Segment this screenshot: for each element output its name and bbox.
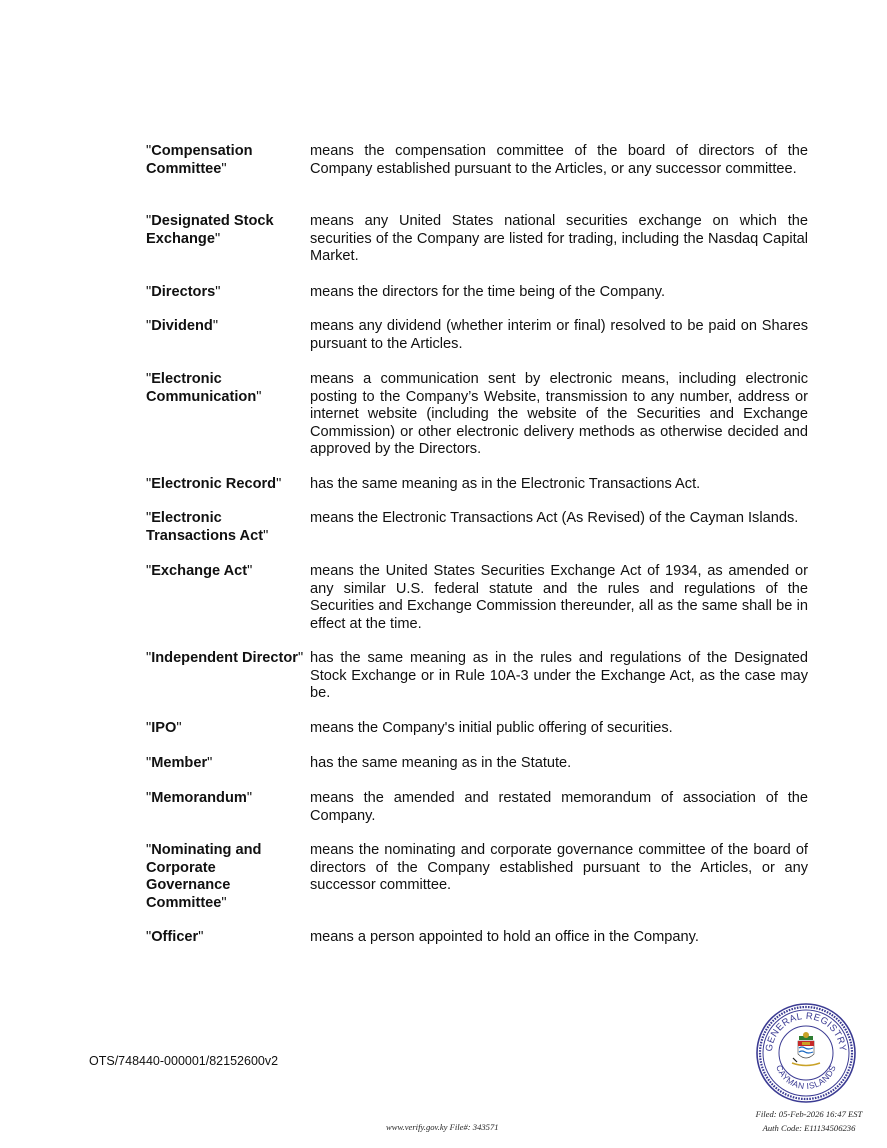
svg-text:GENERAL REGISTRY: GENERAL REGISTRY — [763, 1010, 849, 1053]
definition-term: "Electronic Transactions Act" — [146, 510, 269, 544]
definition-term: "Compensation Committee" — [146, 143, 253, 177]
definition-term: "Dividend" — [146, 318, 218, 334]
verify-link-text: www.verify.gov.ky File#: 343571 — [386, 1122, 499, 1132]
definition-entry — [146, 143, 808, 178]
definition-entry — [146, 842, 808, 912]
definition-text: means the United States Securities Exchange Act of 1934, as amended or any similar U.S. federal statute and the rules and regulations of the Securities and Exchange Commission thereunder, all as the same shall be in effect at the time. — [310, 563, 808, 632]
definition-term: "Exchange Act" — [146, 563, 253, 579]
definition-entry — [146, 284, 808, 302]
definition-term: "Officer" — [146, 929, 204, 945]
definition-term: "Member" — [146, 755, 213, 771]
definition-entry — [146, 929, 808, 947]
filed-date: Filed: 05-Feb-2026 16:47 EST — [755, 1109, 863, 1119]
definition-entry — [146, 790, 808, 825]
definition-text: has the same meaning as in the rules and regulations of the Designated Stock Exchange or in Rule 10A-3 under the Exchange Act, as the case may be. — [310, 650, 808, 701]
definition-entry — [146, 213, 808, 266]
definition-text: means any United States national securities exchange on which the securities of the Company are listed for trading, including the Nasdaq Capital Market. — [310, 213, 808, 264]
definition-term: "IPO" — [146, 720, 182, 736]
definition-entry — [146, 563, 808, 633]
definition-entry — [146, 650, 808, 703]
definition-text: has the same meaning as in the Statute. — [310, 755, 572, 771]
definition-term: "Memorandum" — [146, 790, 253, 806]
definition-text: means the compensation committee of the board of directors of the Company established pursuant to the Articles, or any successor committee. — [310, 143, 808, 177]
definition-text: means any dividend (whether interim or final) resolved to be paid on Shares pursuant to the Articles. — [310, 318, 808, 352]
definition-entry — [146, 510, 808, 545]
general-registry-seal-icon — [755, 1002, 857, 1104]
definition-text: means a communication sent by electronic means, including electronic posting to the Company’s Website, transmission to any number, address or internet website (including the website of the Securities and Exchange Commission) or other electronic delivery methods as otherwise decided and approved by the Directors. — [310, 371, 808, 457]
definition-text: means the nominating and corporate governance committee of the board of directors of the Company established pursuant to the Articles, or any successor committee. — [310, 842, 808, 893]
document-reference: OTS/748440-000001/82152600v2 — [89, 1054, 279, 1068]
definition-text: means the Electronic Transactions Act (As Revised) of the Cayman Islands. — [310, 510, 799, 526]
definition-text: means the directors for the time being of the Company. — [310, 284, 666, 300]
definition-entry — [146, 755, 808, 773]
definition-text: has the same meaning as in the Electronic Transactions Act. — [310, 476, 701, 492]
definition-term: "Directors" — [146, 284, 221, 300]
definition-text: means the Company's initial public offering of securities. — [310, 720, 673, 736]
definition-text: means the amended and restated memorandum of association of the Company. — [310, 790, 808, 824]
definition-entry — [146, 371, 808, 459]
definition-entry — [146, 720, 808, 738]
filing-stamp — [744, 1107, 874, 1135]
definition-entry — [146, 476, 808, 494]
definition-term: "Electronic Record" — [146, 476, 282, 492]
definition-text: means a person appointed to hold an office in the Company. — [310, 929, 699, 945]
definition-term: "Electronic Communication" — [146, 371, 262, 405]
svg-text:CAYMAN ISLANDS: CAYMAN ISLANDS — [774, 1063, 838, 1092]
definition-term: "Designated Stock Exchange" — [146, 213, 274, 247]
definition-entry — [146, 318, 808, 353]
definition-term: "Nominating and Corporate Governance Committee" — [146, 842, 262, 911]
auth-code: Auth Code: E11134506236 — [762, 1123, 856, 1133]
definition-term: "Independent Director" — [146, 650, 304, 666]
